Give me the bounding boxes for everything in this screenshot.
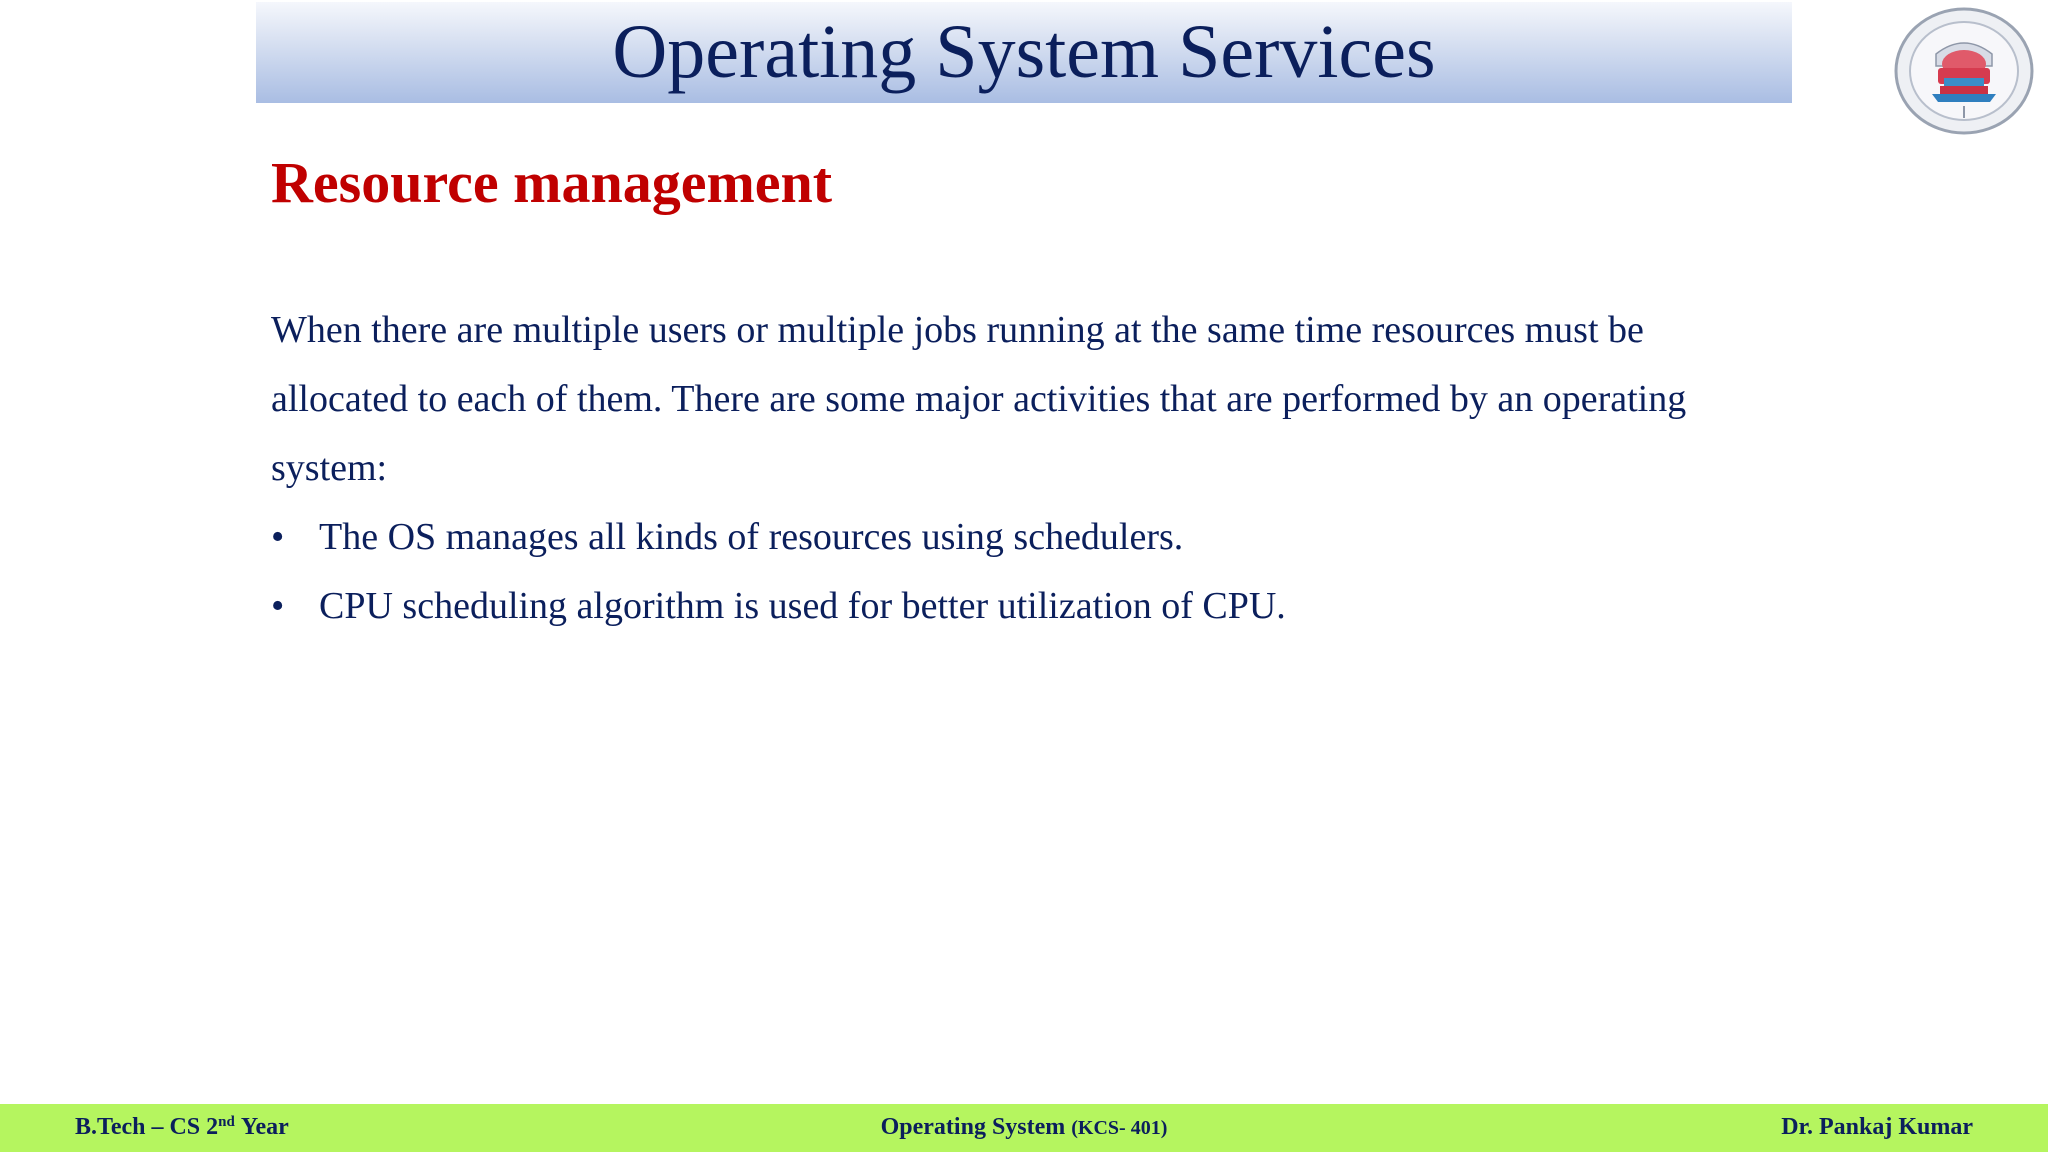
body-paragraph: When there are multiple users or multiple jobs running at the same time resources must be allocated to each of them. There are some major activities that are performed by an operating system: — [271, 309, 1687, 489]
list-item — [271, 503, 1741, 572]
footer-course-prefix: B.Tech – CS 2 — [75, 1114, 219, 1140]
footer-course-sup: nd — [218, 1114, 235, 1130]
bullet-text: The OS manages all kinds of resources using schedulers. — [319, 516, 1184, 558]
footer-subject-name: Operating System — [880, 1114, 1066, 1140]
bullet-list — [271, 503, 1741, 641]
slide-body — [271, 296, 1741, 641]
institute-emblem-icon — [1892, 6, 2036, 136]
section-heading: Resource management — [271, 150, 833, 215]
footer-subject — [0, 1114, 2048, 1141]
footer-bar — [0, 1104, 2048, 1152]
slide-title: Operating System Services — [612, 10, 1436, 94]
bullet-icon: • — [271, 585, 285, 627]
bullet-icon: • — [271, 516, 285, 558]
list-item — [271, 572, 1741, 641]
bullet-text: CPU scheduling algorithm is used for better utilization of CPU. — [319, 585, 1286, 627]
title-band — [256, 2, 1792, 103]
footer-author: Dr. Pankaj Kumar — [1781, 1114, 1973, 1140]
footer-subject-code: (KCS- 401) — [1071, 1117, 1168, 1139]
footer-course-suffix: Year — [240, 1114, 289, 1140]
